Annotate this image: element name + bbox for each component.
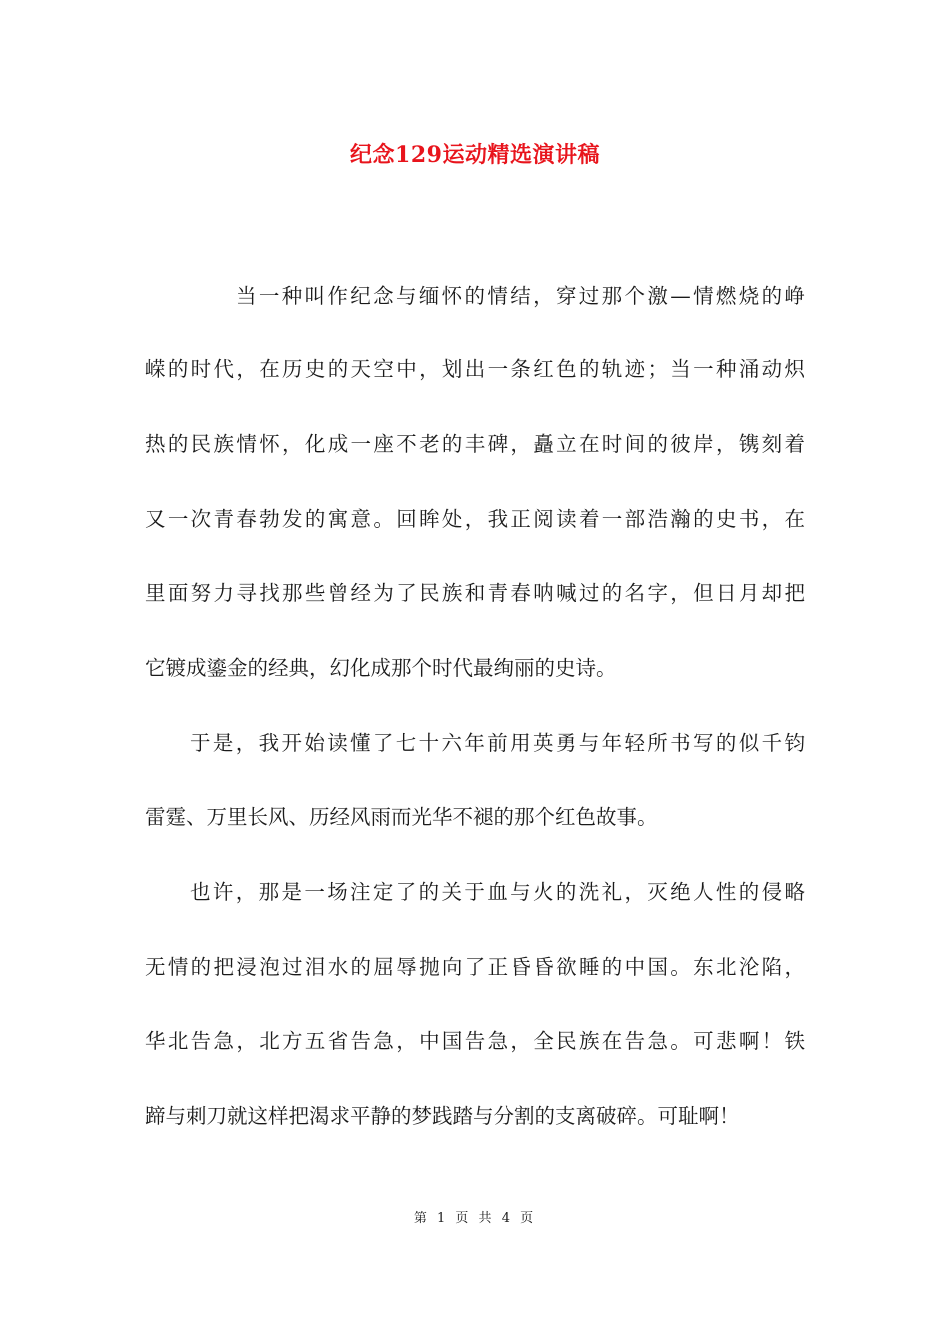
paragraph-line: 当一种叫作纪念与缅怀的情结，穿过那个激—情燃烧的峥 [236,284,805,308]
page-footer: 第 1 页 共 4 页 [413,1211,537,1226]
paragraph-line: 又一次青春勃发的寓意。回眸处，我正阅读着一部浩瀚的史书，在 [145,507,805,531]
document-title: 纪念129运动精选演讲稿 [350,142,600,168]
paragraph-line: 蹄与刺刀就这样把渴求平静的梦践踏与分割的支离破碎。可耻啊！ [145,1104,740,1128]
paragraph-line: 它镀成鎏金的经典，幻化成那个时代最绚丽的史诗。 [145,656,617,680]
paragraph-line: 热的民族情怀，化成一座不老的丰碑，矗立在时间的彼岸，镌刻着 [145,432,805,456]
paragraph-line: 嵘的时代，在历史的天空中，划出一条红色的轨迹；当一种涌动炽 [145,357,805,381]
paragraph-line: 华北告急，北方五省告急，中国告急，全民族在告急。可悲啊！铁 [145,1029,805,1053]
paragraph-line: 也许，那是一场注定了的关于血与火的洗礼，灭绝人性的侵略 [190,880,805,904]
paragraph-line: 里面努力寻找那些曾经为了民族和青春呐喊过的名字，但日月却把 [145,581,805,605]
paragraph-line: 于是，我开始读懂了七十六年前用英勇与年轻所书写的似千钧 [190,731,805,755]
paragraph-line: 无情的把浸泡过泪水的屈辱抛向了正昏昏欲睡的中国。东北沦陷， [145,955,805,979]
paragraph-line: 雷霆、万里长风、历经风雨而光华不褪的那个红色故事。 [145,805,658,829]
